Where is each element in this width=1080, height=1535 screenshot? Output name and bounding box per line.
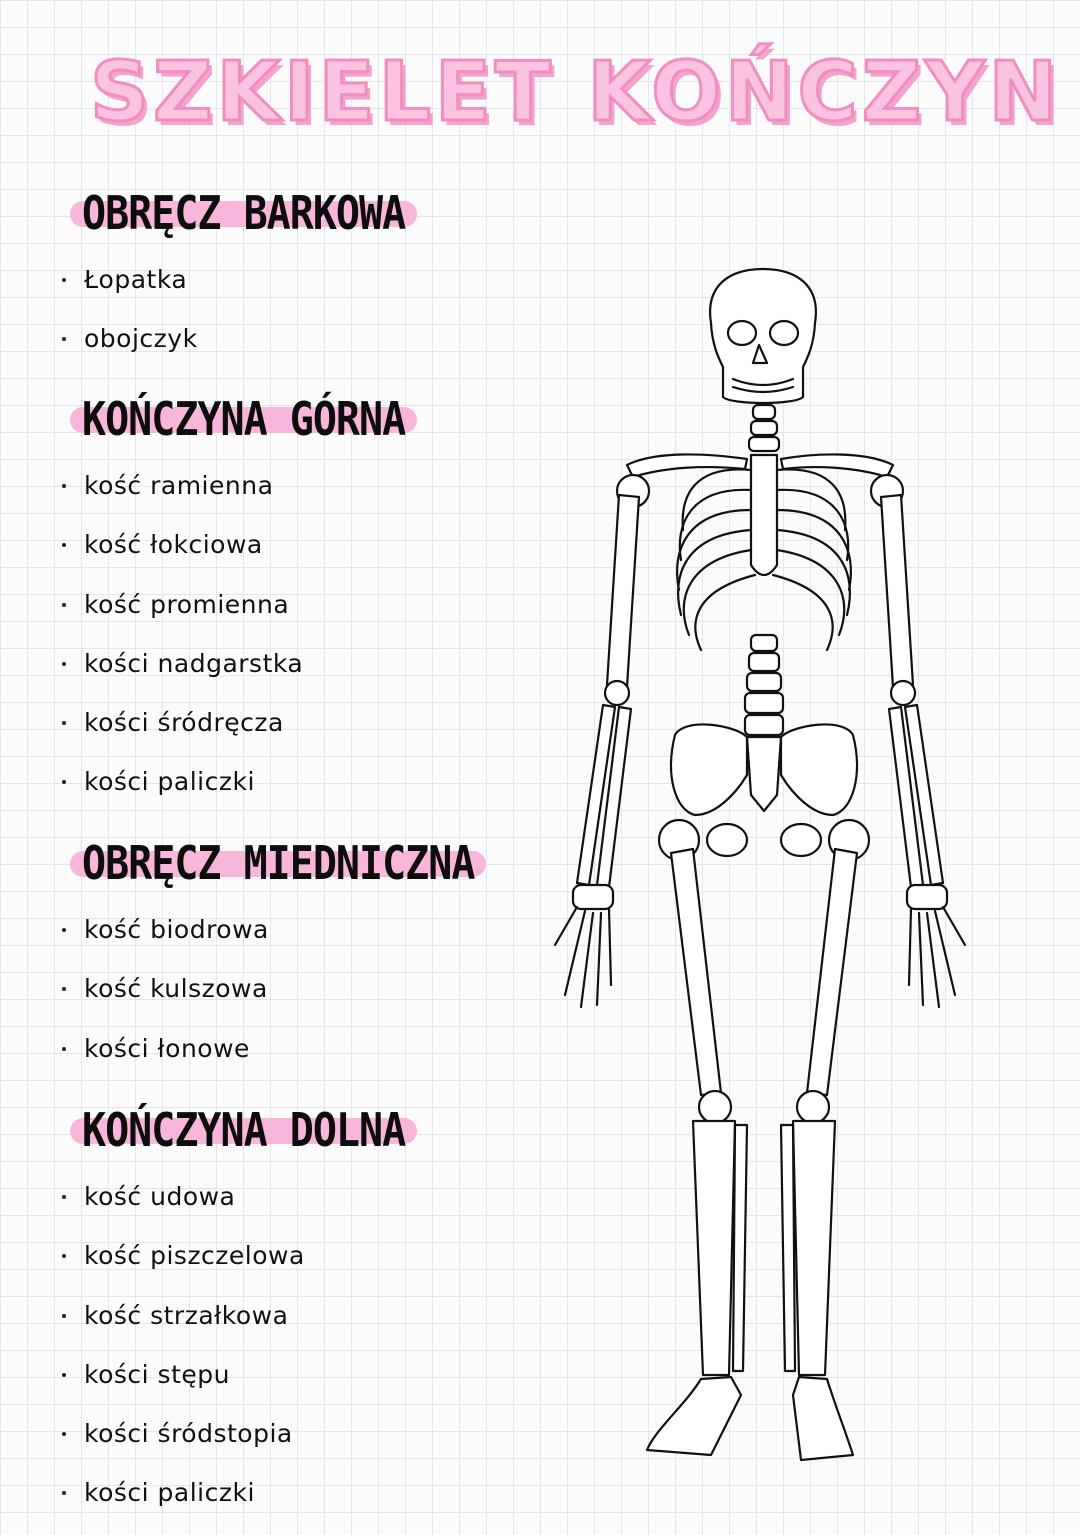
right-arm: [881, 495, 965, 1007]
list-item: kość udowa: [60, 1179, 305, 1238]
list-item: kości stępu: [60, 1357, 305, 1416]
section-heading-upper-limb: [70, 393, 417, 447]
section-heading-text: KOŃCZYNA DOLNA: [82, 1104, 406, 1158]
list-item: kość strzałkowa: [60, 1298, 305, 1357]
skeleton-illustration: [515, 255, 1005, 1500]
list-item: kość kulszowa: [60, 971, 269, 1030]
list-upper-limb: [60, 468, 303, 824]
left-leg: [647, 820, 747, 1455]
left-arm: [555, 495, 639, 1007]
list-item: kości paliczki: [60, 1475, 305, 1534]
list-item: kość promienna: [60, 587, 303, 646]
section-heading-text: OBRĘCZ BARKOWA: [82, 187, 406, 241]
list-item: Łopatka: [60, 262, 198, 321]
list-item: kości śródstopia: [60, 1416, 305, 1475]
list-item: kości paliczki: [60, 764, 303, 823]
list-item: kość piszczelowa: [60, 1238, 305, 1297]
list-item: kości łonowe: [60, 1031, 269, 1090]
list-item: kość ramienna: [60, 468, 303, 527]
list-pelvic-girdle: [60, 912, 269, 1090]
section-heading-pelvic-girdle: [70, 837, 486, 891]
list-item: kość biodrowa: [60, 912, 269, 971]
list-item: kości śródręcza: [60, 705, 303, 764]
section-heading-lower-limb: [70, 1104, 417, 1158]
list-item: kość łokciowa: [60, 527, 303, 586]
right-leg: [781, 820, 869, 1460]
list-item: kości nadgarstka: [60, 646, 303, 705]
section-heading-shoulder-girdle: [70, 187, 417, 241]
list-lower-limb: [60, 1179, 305, 1535]
skull: [710, 269, 816, 403]
list-item: obojczyk: [60, 321, 198, 380]
list-shoulder-girdle: [60, 262, 198, 381]
section-heading-text: OBRĘCZ MIEDNICZNA: [82, 837, 475, 891]
section-heading-text: KOŃCZYNA GÓRNA: [82, 393, 406, 447]
page-title: SZKIELET KOŃCZYN: [90, 45, 1062, 140]
rib-cage: [677, 455, 851, 650]
